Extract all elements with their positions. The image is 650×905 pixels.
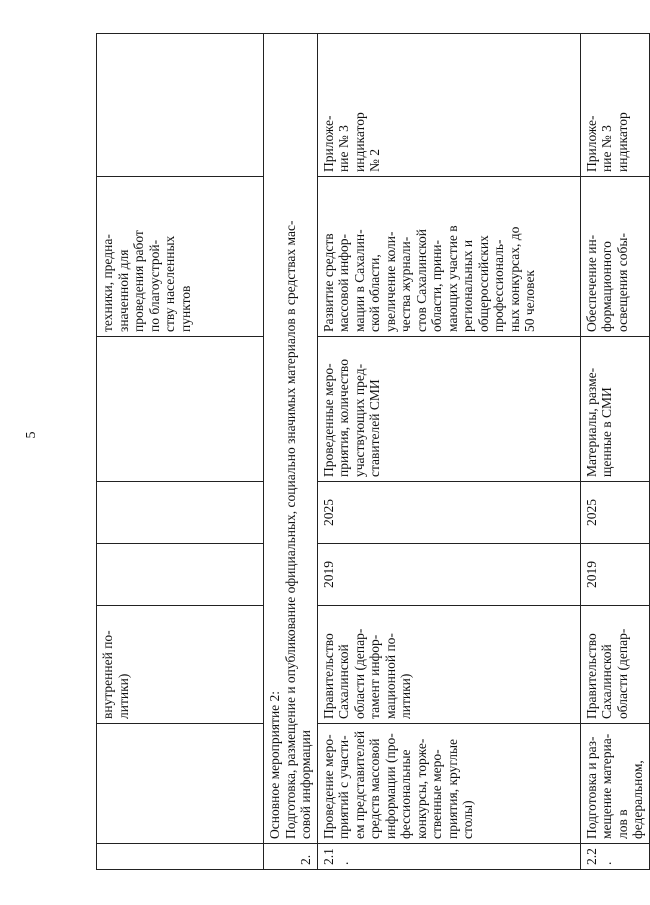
cell-result: Развитие средств массовой инфор- мации в Сахалин- ской области, увеличение коли- чества журнали- стов Сахалинской области, прини- мающих участие в региональных и общероссийских профессиональ- ных конкурсах, до 50 человек xyxy=(317,177,580,337)
cell-executor: Правительство Сахалинской области (депар- xyxy=(580,606,649,724)
cell-start: 2019 xyxy=(580,544,649,606)
cell-indicator: Проведенные меро- приятия, количество участвующих пред- ставителей СМИ xyxy=(317,337,580,482)
cell-num: 2. xyxy=(264,844,318,870)
cell-executor: внутренней по- литики) xyxy=(97,606,264,724)
cell-end: 2025 xyxy=(580,482,649,544)
page-number: 5 xyxy=(24,431,39,439)
table-row xyxy=(97,34,264,870)
cell-end: 2025 xyxy=(317,482,580,544)
cell-start: 2019 xyxy=(317,544,580,606)
cell-num xyxy=(97,844,264,870)
cell-link: Приложе- ние № 3 индикатор xyxy=(580,34,649,177)
cell-result: техники, предна- значенной для проведения работ по благоустрой- ству населенных пунктов xyxy=(97,177,264,337)
cell-link xyxy=(97,34,264,177)
cell-indicator xyxy=(97,337,264,482)
cell-indicator: Материалы, разме- щенные в СМИ xyxy=(580,337,649,482)
cell-end xyxy=(97,482,264,544)
cell-executor: Правительство Сахалинской области (депар- тамент инфор- мационной по- литики) xyxy=(317,606,580,724)
program-table xyxy=(96,33,650,870)
table-row xyxy=(317,34,580,870)
cell-start xyxy=(97,544,264,606)
cell-name: Проведение меро- приятий с участи- ем представителей средств массовой информации (про- фессиональные конкурсы, торже- ственные меро- приятия, круглые столы) xyxy=(317,724,580,844)
cell-result: Обеспечение ин- формационного освещения собы- xyxy=(580,177,649,337)
cell-link: Приложе- ние № 3 индикатор № 2 xyxy=(317,34,580,177)
cell-name xyxy=(97,724,264,844)
table-row xyxy=(580,34,649,870)
cell-num: 2.1. xyxy=(317,844,580,870)
table-row xyxy=(264,34,318,870)
cell-num: 2.2. xyxy=(580,844,649,870)
cell-name: Подготовка и раз- мещение материа- лов в федеральном, xyxy=(580,724,649,844)
section-heading: Основное мероприятие 2: Подготовка, размещение и опубликование официальных, социально значимых материалов в средствах мас- совой информации xyxy=(264,34,318,844)
rotated-table-frame xyxy=(96,34,645,870)
